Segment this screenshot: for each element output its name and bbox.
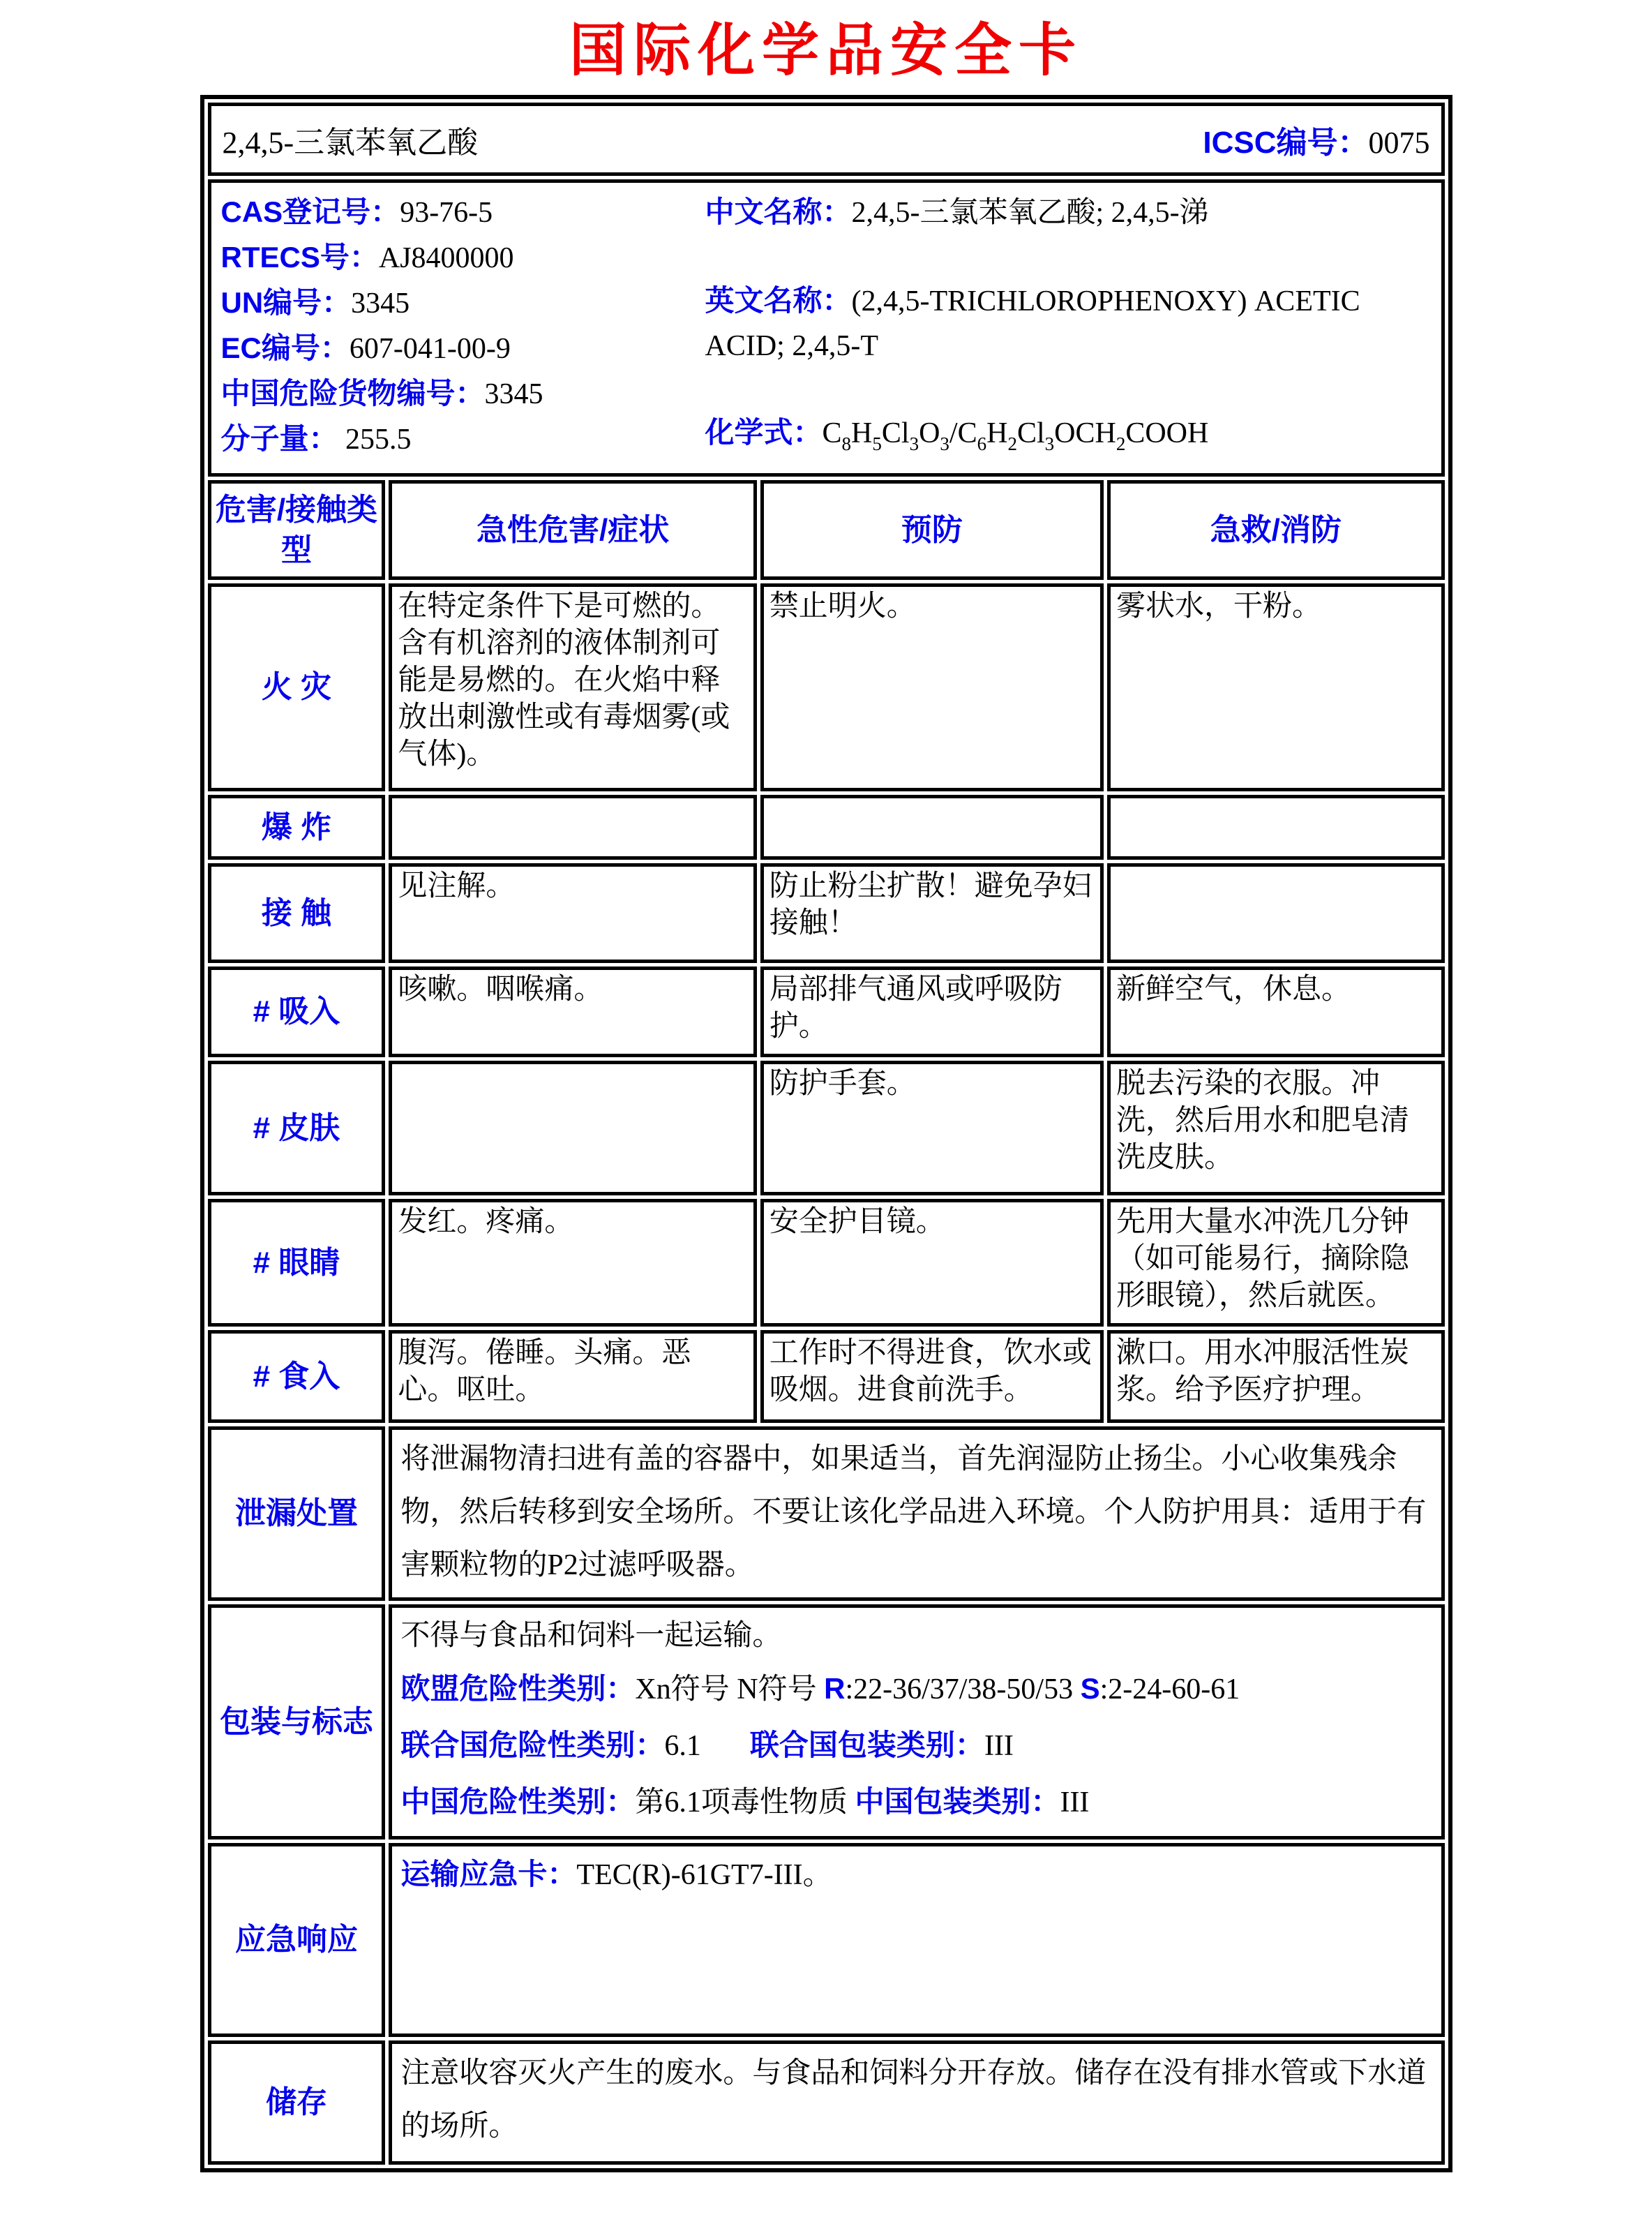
- eu-s-value: :2-24-60-61: [1099, 1673, 1240, 1706]
- un-hazard-class-line: [400, 1717, 1432, 1774]
- prevention-cell: 局部排气通风或呼吸防护。: [760, 967, 1104, 1057]
- hazard-row-eyes: [208, 1199, 1445, 1327]
- hazard-row-skin: [208, 1061, 1445, 1195]
- header-prevention: 预防: [760, 480, 1104, 580]
- identifier-value: AJ8400000: [378, 242, 514, 274]
- hazard-type-cell: 火 灾: [208, 583, 386, 791]
- page-title: 国际化学品安全卡: [569, 19, 1083, 82]
- identifier-value: 607-041-00-9: [349, 333, 511, 365]
- packaging-labelling-row: [208, 1604, 1445, 1839]
- emergency-response-row: [208, 1843, 1445, 2037]
- symptom-cell: [389, 1061, 756, 1195]
- chinese-name-label: 中文名称：: [705, 195, 852, 228]
- hazard-row-inhalation: [208, 967, 1445, 1057]
- prevention-cell: 禁止明火。: [760, 583, 1104, 791]
- identifier-label: CAS登记号：: [220, 195, 400, 228]
- prevention-cell: 安全护目镜。: [760, 1199, 1104, 1327]
- identifier-row-china-dg: [221, 371, 705, 417]
- hazard-type-cell: # 吸入: [208, 967, 386, 1057]
- un-pack-group-label: 联合国包装类别：: [749, 1729, 984, 1761]
- hazard-type-cell: 爆 炸: [208, 795, 386, 860]
- cn-hazard-class-line: [400, 1774, 1432, 1830]
- hazard-type-cell: # 皮肤: [208, 1061, 386, 1195]
- storage-content-cell: [389, 2040, 1444, 2165]
- identifier-label: 中国危险货物编号：: [220, 377, 485, 410]
- identifier-label: RTECS号：: [220, 241, 379, 274]
- packaging-type-cell: 包装与标志: [208, 1604, 386, 1839]
- hazard-row-fire: [208, 583, 1445, 791]
- prevention-cell: 防护手套。: [760, 1061, 1104, 1195]
- storage-row: [208, 2040, 1445, 2165]
- identifier-label: 分子量：: [220, 422, 338, 455]
- english-name-label: 英文名称：: [705, 284, 852, 317]
- packaging-content-cell: [389, 1604, 1444, 1839]
- identifier-label: EC编号：: [220, 331, 350, 364]
- eu-r-value: :22-36/37/38-50/53: [845, 1673, 1081, 1706]
- name-row: [208, 103, 1445, 176]
- chinese-name-value: 2,4,5-三氯苯氧乙酸; 2,4,5-涕: [851, 197, 1209, 229]
- response-cell: 新鲜空气，休息。: [1107, 967, 1444, 1057]
- chinese-name-row: [705, 190, 1432, 235]
- eu-hazard-class-line: [400, 1661, 1432, 1717]
- symptom-cell: [389, 795, 756, 860]
- hazard-type-cell: # 眼睛: [208, 1199, 386, 1327]
- header-firstaid-firefighting: 急救/消防: [1107, 480, 1444, 580]
- identifier-row-un: [221, 281, 705, 326]
- identifier-row-molweight: [221, 417, 705, 462]
- spill-disposal-text: 将泄漏物清扫进有盖的容器中，如果适当，首先润湿防止扬尘。小心收集残余物，然后转移到安全场所。不要让该化学品进入环境。个人防护用具：适用于有害颗粒物的P2过滤呼吸器。: [400, 1443, 1427, 1581]
- identifier-label: UN编号：: [220, 286, 352, 319]
- packaging-transport-note: 不得与食品和饲料一起运输。: [400, 1620, 782, 1652]
- identifier-value: 93-76-5: [400, 197, 493, 229]
- icsc-number-label: ICSC编号：: [1203, 125, 1369, 160]
- spill-disposal-content-cell: [389, 1426, 1444, 1601]
- prevention-cell: [760, 795, 1104, 860]
- spill-disposal-row: [208, 1426, 1445, 1601]
- emergency-response-content-cell: [389, 1843, 1444, 2037]
- symptom-cell: 见注解。: [389, 863, 756, 963]
- hazard-type-cell: # 食入: [208, 1330, 386, 1423]
- eu-r-label: R: [824, 1672, 846, 1705]
- response-cell: 漱口。用水冲服活性炭浆。给予医疗护理。: [1107, 1330, 1444, 1423]
- symptom-cell: 在特定条件下是可燃的。含有机溶剂的液体制剂可能是易燃的。在火焰中释放出刺激性或有毒烟雾(或气体)。: [389, 583, 756, 791]
- response-cell: [1107, 863, 1444, 963]
- symptom-cell: 发红。疼痛。: [389, 1199, 756, 1327]
- storage-type-cell: 储存: [208, 2040, 386, 2165]
- eu-hazard-symbols: Xn符号 N符号: [635, 1673, 825, 1706]
- header-acute-symptoms: 急性危害/症状: [389, 480, 756, 580]
- un-hazard-class-label: 联合国危险性类别：: [400, 1729, 665, 1761]
- identifier-row-cas: [221, 190, 705, 235]
- info-row: [208, 179, 1445, 477]
- symptom-cell: 咳嗽。咽喉痛。: [389, 967, 756, 1057]
- icsc-number: [1203, 117, 1429, 162]
- identifier-value: 3345: [484, 378, 543, 410]
- cn-pack-group-value: III: [1060, 1786, 1090, 1819]
- identifier-row-ec: [221, 326, 705, 371]
- english-name-value: (2,4,5-TRICHLOROPHENOXY) ACETIC ACID; 2,4,5-T: [705, 285, 1360, 362]
- emergency-response-type-cell: 应急响应: [208, 1843, 386, 2037]
- formula-row: [705, 410, 1432, 466]
- info-section-cell: [208, 179, 1445, 477]
- identifier-value: 3345: [351, 288, 410, 320]
- un-pack-group-value: III: [984, 1730, 1014, 1762]
- prevention-cell: 防止粉尘扩散！避免孕妇接触！: [760, 863, 1104, 963]
- chemical-name: 2,4,5-三氯苯氧乙酸: [222, 125, 479, 160]
- name-row-cell: [208, 103, 1445, 176]
- header-hazard-type: 危害/接触类型: [208, 480, 386, 580]
- cn-hazard-class-value: 第6.1项毒性物质: [635, 1786, 855, 1819]
- identifier-value: 255.5: [338, 424, 412, 456]
- un-hazard-class-value: 6.1: [664, 1730, 701, 1762]
- name-list: [705, 190, 1432, 466]
- icsc-card-table: [200, 95, 1452, 2172]
- spill-disposal-type-cell: 泄漏处置: [208, 1426, 386, 1601]
- response-cell: 脱去污染的衣服。冲洗，然后用水和肥皂清洗皮肤。: [1107, 1061, 1444, 1195]
- hazard-row-contact: [208, 863, 1445, 963]
- storage-text: 注意收容灭火产生的废水。与食品和饲料分开存放。储存在没有排水管或下水道的场所。: [400, 2057, 1427, 2142]
- cn-hazard-class-label: 中国危险性类别：: [400, 1785, 636, 1818]
- identifier-row-rtecs: [221, 235, 705, 281]
- formula-value: $C_8H_5Cl_3O_3/C_6H_2Cl_3OCH_2COOH$: [822, 417, 1209, 454]
- response-cell: 先用大量水冲洗几分钟（如可能易行，摘除隐形眼镜），然后就医。: [1107, 1199, 1444, 1327]
- hazard-row-explosion: [208, 795, 1445, 860]
- cn-pack-group-label: 中国包装类别：: [855, 1785, 1060, 1818]
- symptom-cell: 腹泻。倦睡。头痛。恶心。呕吐。: [389, 1330, 756, 1423]
- identifier-list: [221, 190, 705, 466]
- response-cell: [1107, 795, 1444, 860]
- transport-emergency-card-value: TEC(R)-61GT7-III。: [576, 1859, 832, 1891]
- hazard-row-ingestion: [208, 1330, 1445, 1423]
- eu-s-label: S: [1080, 1672, 1100, 1705]
- transport-emergency-card-label: 运输应急卡：: [400, 1858, 577, 1890]
- english-name-row: [705, 278, 1432, 368]
- hazard-type-cell: 接 触: [208, 863, 386, 963]
- transport-emergency-card-line: [400, 1849, 1432, 1897]
- icsc-number-value: 0075: [1368, 125, 1430, 160]
- hazard-header-row: [208, 480, 1445, 580]
- prevention-cell: 工作时不得进食，饮水或吸烟。进食前洗手。: [760, 1330, 1104, 1423]
- response-cell: 雾状水，干粉。: [1107, 583, 1444, 791]
- formula-label: 化学式：: [705, 416, 823, 449]
- eu-hazard-class-label: 欧盟危险性类别：: [400, 1672, 636, 1705]
